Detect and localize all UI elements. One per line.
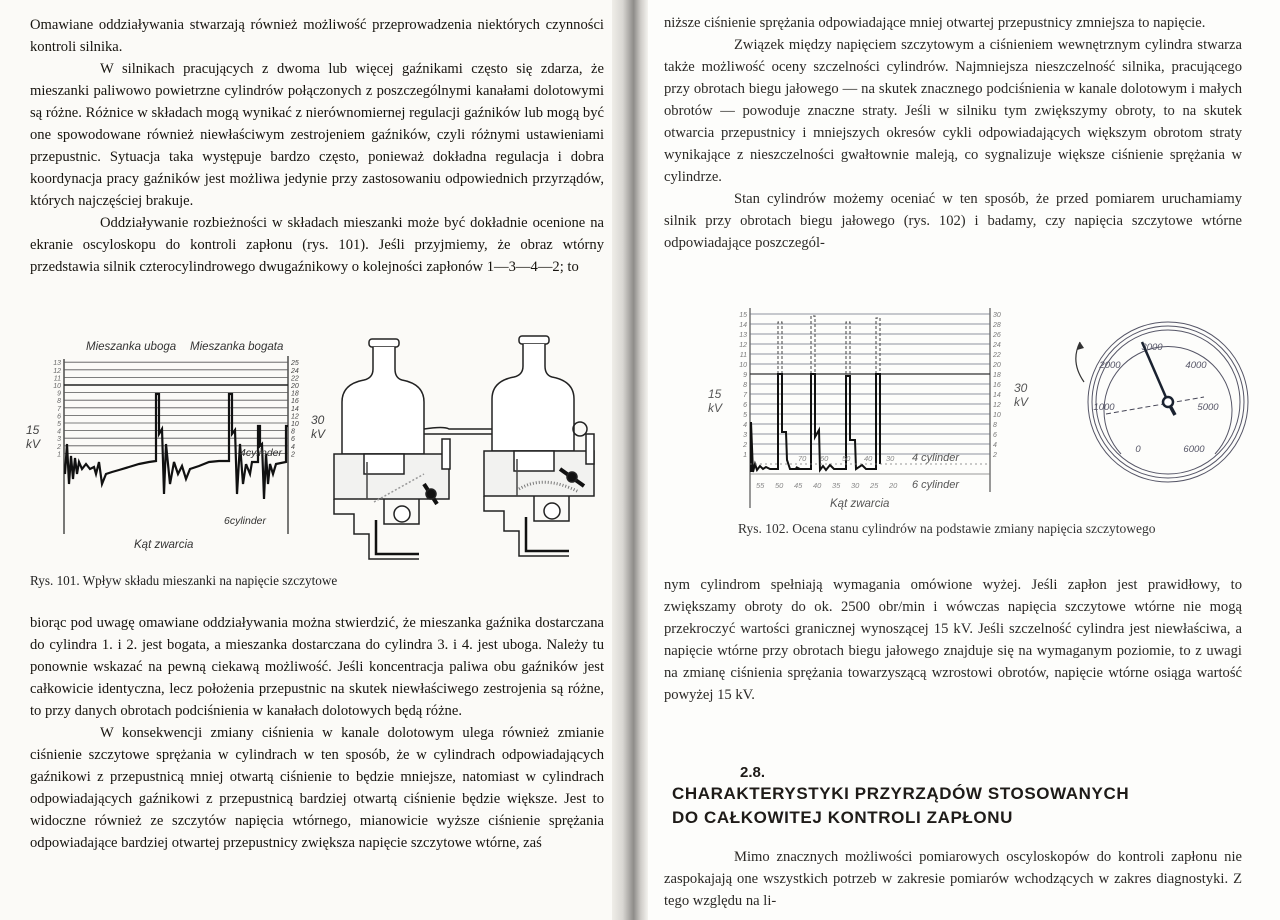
tick-label: 11 (739, 352, 747, 359)
tick-label: 20 (291, 383, 299, 390)
tick-label: 14 (739, 322, 747, 329)
tick-label: 6 (291, 436, 295, 444)
figure-102-caption: Rys. 102. Ocena stanu cylindrów na podstawie zmiany napięcia szczytowego (738, 521, 1156, 536)
tick-label: 18 (291, 390, 299, 398)
tick-label: 3 (743, 432, 747, 439)
left-text-bottom (30, 612, 604, 854)
x-axis-label: Kąt zwarcia (134, 539, 194, 551)
tachometer-label: 0 (1135, 444, 1141, 455)
peak-bars (778, 316, 880, 374)
right-axis-ticks (290, 360, 299, 458)
scale-label: 60 (820, 454, 829, 463)
tachometer-label: 2000 (1099, 360, 1121, 371)
oscillogram-101 (26, 341, 326, 551)
figure-101-caption: Rys. 101. Wpływ składu mieszanki na napięcie szczytowe (30, 573, 338, 588)
left-axis-unit: kV (708, 401, 723, 415)
tick-label: 14 (291, 405, 299, 413)
tick-label: 8 (57, 398, 61, 406)
left-axis-ticks (739, 312, 748, 459)
tick-label: 11 (53, 375, 61, 383)
tick-label: 1 (57, 451, 61, 459)
tick-label: 8 (291, 428, 295, 436)
tick-label: 13 (739, 332, 747, 339)
label-lean-mixture: Mieszanka uboga (86, 341, 177, 353)
label-6-cylinder: 6cylinder (224, 515, 267, 527)
section-title (672, 782, 1129, 830)
tick-label: 20 (993, 362, 1001, 369)
tick-label: 6 (993, 432, 997, 439)
scale-label: 20 (889, 481, 898, 490)
right-axis-value: 30 (311, 413, 325, 427)
paragraph: Stan cylindrów możemy oceniać w ten sposób, że przed pomiarem uruchamiamy silnik przy obrotach biegu jałowego (rys. 102) i badamy, czy napięcia szczytowe wtórne odpowiadające poszczegól- (664, 191, 1242, 251)
right-text-bottom (664, 846, 1242, 912)
tick-label: 4 (993, 442, 997, 449)
figure-101 (24, 334, 608, 572)
paragraph: Oddziaływanie rozbieżności w składach mieszanki może być dokładnie ocenione na ekranie oscyloskopu do kontroli zapłonu (rys. 101). Jeśli przyjmiemy, że obraz wtórny przedstawia silnik czterocylindrowego dwugaźnikowy o kolejności zapłonów 1—3—4—2; to (30, 215, 604, 275)
tick-label: 10 (291, 421, 299, 428)
peak-bar (846, 322, 850, 374)
tick-label: 4 (743, 422, 747, 429)
carburetor-illustration (334, 336, 594, 559)
peak-bar (778, 322, 782, 374)
tick-label: 16 (291, 398, 299, 406)
tick-label: 25 (291, 360, 299, 368)
tachometer-label: 1000 (1093, 402, 1115, 413)
grid-lines (64, 362, 288, 453)
scale-label: 50 (775, 481, 784, 490)
trace-101-b (246, 426, 288, 499)
label-4-cylinder: 4 cylinder (912, 452, 960, 464)
scale-label: 55 (756, 481, 765, 490)
tick-label: 30 (993, 312, 1001, 319)
right-axis-unit: kV (311, 427, 326, 441)
tick-label: 24 (993, 342, 1001, 349)
tick-label: 12 (53, 367, 61, 375)
tick-label: 8 (743, 382, 747, 389)
tick-label: 22 (291, 375, 299, 383)
paragraph: niższe ciśnienie sprężania odpowiadające mniej otwartej przepustnicy zmniejsza to napięcie. (664, 15, 1206, 31)
label-4-cylinder: 4cylinder (240, 447, 283, 459)
tick-label: 4 (57, 428, 61, 436)
paragraph: Związek między napięciem szczytowym a ciśnieniem wewnętrznym cylindra stwarza także możliwość oceny szczelności cylindrów. Najmniejsza nieszczelność silnika, pracującego przy obrotach biegu jałowego — na skutek znacznego podciśnienia w kanale dolotowym i małych obrotów — powoduje znaczne straty. Jeśli w silniku tym zwiększymy obroty, to na skutek otwarcia przepustnicy i mniejszych okresów cykli odpowiadających większym obrotom straty wynikające z nieszczelności gwałtownie maleją, co sygnalizuje większe ciśnienie sprężania w cylindrze. (664, 37, 1242, 185)
tick-label: 5 (57, 421, 61, 428)
paragraph: Omawiane oddziaływania stwarzają również możliwość przeprowadzenia niektórych czynności kontroli silnika. (30, 17, 604, 55)
tick-label: 1 (743, 452, 747, 459)
oscillogram-102 (708, 308, 1029, 510)
carburetor-right (484, 336, 594, 556)
tachometer-label: 6000 (1183, 444, 1205, 455)
tick-label: 9 (57, 390, 61, 398)
tick-label: 12 (993, 402, 1001, 409)
tick-label: 14 (993, 392, 1001, 399)
tick-label: 8 (993, 422, 997, 429)
paragraph: nym cylindrom spełniają wymagania omówione wyżej. Jeśli zapłon jest prawidłowy, to zwiększamy obroty do ok. 2500 obr/min i wówczas napięcia szczytowe wtórne nie mogą przekroczyć wartości granicznej wynoszącej 15 kV. Jeśli szczelność cylindra jest niewłaściwa, a napięcie wtórne przy obrotach biegu jałowego znajduje się na wymaganym poziomie, to z uwagi na zmianę ciśnienia sprężania towarzyszącą wzrostowi obrotów, napięcie wtórne osiąga wartość powyżej 15 kV. (664, 577, 1242, 703)
tick-label: 7 (57, 405, 61, 413)
tachometer-label: 3000 (1141, 342, 1163, 353)
tick-label: 22 (993, 352, 1001, 359)
tick-label: 5 (743, 412, 747, 419)
tachometer-scale (1093, 342, 1219, 455)
label-6-cylinder: 6 cylinder (912, 479, 960, 491)
left-axis-value: 15 (26, 423, 40, 437)
right-axis-unit: kV (1014, 395, 1029, 409)
label-rich-mixture: Mieszanka bogata (190, 341, 284, 353)
peak-bar (811, 316, 815, 374)
scale-label: 30 (886, 454, 895, 463)
tick-label: 10 (53, 383, 61, 390)
scale-6-cylinder (756, 481, 898, 490)
paragraph: W konsekwencji zmiany ciśnienia w kanale dolotowym ulega również zmianie ciśnienie szczytowe sprężania w cylindrach w ten sposób, że w cylindrach odpowiadających gaźnikowi z przepustnicą mniej otwartą ciśnienie to będzie mniejsze, natomiast w cylindrach odpowiadających gaźnikowi z przepustnicą bardziej otwartą ciśnienie będzie większe. Jest to widoczne również ze szczytów napięcia wtórnego, mianowicie wyższe ciśnienie sprężania odpowiadające bardziej otwartej przepustnicy zwiększa napięcie szczytowe wtórne, zaś (30, 725, 604, 851)
tick-label: 15 (739, 312, 747, 319)
scale-label: 50 (842, 454, 851, 463)
tick-label: 2 (993, 452, 997, 459)
tick-label: 6 (57, 413, 61, 421)
figure-102 (706, 302, 1266, 518)
tick-label: 2 (291, 451, 295, 459)
paragraph: W silnikach pracujących z dwoma lub więcej gaźnikami często się zdarza, że mieszanki paliwowo powietrzne cylindrów połączonych z poszczególnymi kanałami dolotowymi są różne. Różnice w składach mogą wynikać z nierównomiernej regulacji gaźników lub mogą być one spowodowane również niewłaściwym zestrojeniem gaźników, czyli różnymi ustawieniami przepustnic. Sytuacja taka występuje bardzo często, ponieważ dokładna regulacja i dobra koordynacja pracy gaźników jest możliwa jedynie przy zastosowaniu odpowiednich przyrządów, których najczęściej brakuje. (30, 61, 604, 209)
tick-label: 24 (291, 367, 299, 375)
tick-label: 13 (53, 360, 61, 368)
scale-label: 40 (864, 454, 873, 463)
section-number: 2.8. (740, 764, 766, 781)
tachometer (1076, 322, 1248, 482)
tick-label: 7 (743, 392, 747, 399)
scale-label: 35 (832, 481, 841, 490)
x-axis-label: Kąt zwarcia (830, 498, 890, 510)
left-axis-value: 15 (708, 387, 722, 401)
tachometer-label: 4000 (1185, 360, 1207, 371)
right-text-top (664, 12, 1242, 254)
trace-101 (65, 394, 246, 494)
tick-label: 4 (291, 443, 295, 451)
section-title-line-1: CHARAKTERYSTYKI PRZYRZĄDÓW STOSOWANYCH (672, 784, 1130, 803)
scale-label: 70 (798, 454, 807, 463)
tachometer-label: 5000 (1197, 402, 1219, 413)
tick-label: 16 (993, 382, 1001, 389)
tick-label: 12 (291, 413, 299, 421)
book-gutter (612, 0, 648, 920)
tick-label: 3 (57, 436, 61, 444)
right-text-middle (664, 574, 1242, 706)
tick-label: 26 (993, 332, 1001, 339)
trace-102 (751, 374, 880, 472)
left-axis-unit: kV (26, 437, 41, 451)
tick-label: 18 (993, 372, 1001, 379)
left-text-top (30, 14, 604, 278)
section-title-line-2: DO CAŁKOWITEJ KONTROLI ZAPŁONU (672, 808, 1013, 827)
tick-label: 10 (993, 412, 1001, 419)
tick-label: 2 (57, 443, 61, 451)
tick-label: 2 (743, 442, 747, 449)
tick-label: 10 (739, 362, 747, 369)
paragraph: Mimo znacznych możliwości pomiarowych oscyloskopów do kontroli zapłonu nie zaspokajają one wszystkich potrzeb w zakresie pomiarów wchodzących w zakres diagnostyki. Z tego względu na li- (664, 849, 1242, 909)
right-axis-ticks (992, 312, 1001, 459)
scale-label: 30 (851, 481, 860, 490)
peak-bar (876, 318, 880, 374)
tick-label: 9 (743, 372, 747, 379)
tick-label: 6 (743, 402, 747, 409)
tick-label: 28 (993, 322, 1001, 329)
right-axis-value: 30 (1014, 381, 1028, 395)
scale-label: 25 (870, 481, 879, 490)
paragraph: biorąc pod uwagę omawiane oddziaływania można stwierdzić, że mieszanka gaźnika dostarczana do cylindra 1. i 2. jest bogata, a mieszanka dostarczana do cylindra 3. i 4. jest uboga. Należy tu ponownie wskazać na pewną ciekawą możliwość. Jeśli koncentracja paliwa obu gaźników jest całkowicie identyczna, lecz położenia przepustnic na skutek niewłaściwego zestrojenia są różne, to przy danych obrotach podciśnienia w kanałach dolotowych będą różne. (30, 615, 604, 719)
tick-label: 12 (739, 342, 747, 349)
left-axis-ticks (53, 360, 62, 458)
scale-label: 45 (794, 481, 803, 490)
scale-label: 40 (813, 481, 822, 490)
